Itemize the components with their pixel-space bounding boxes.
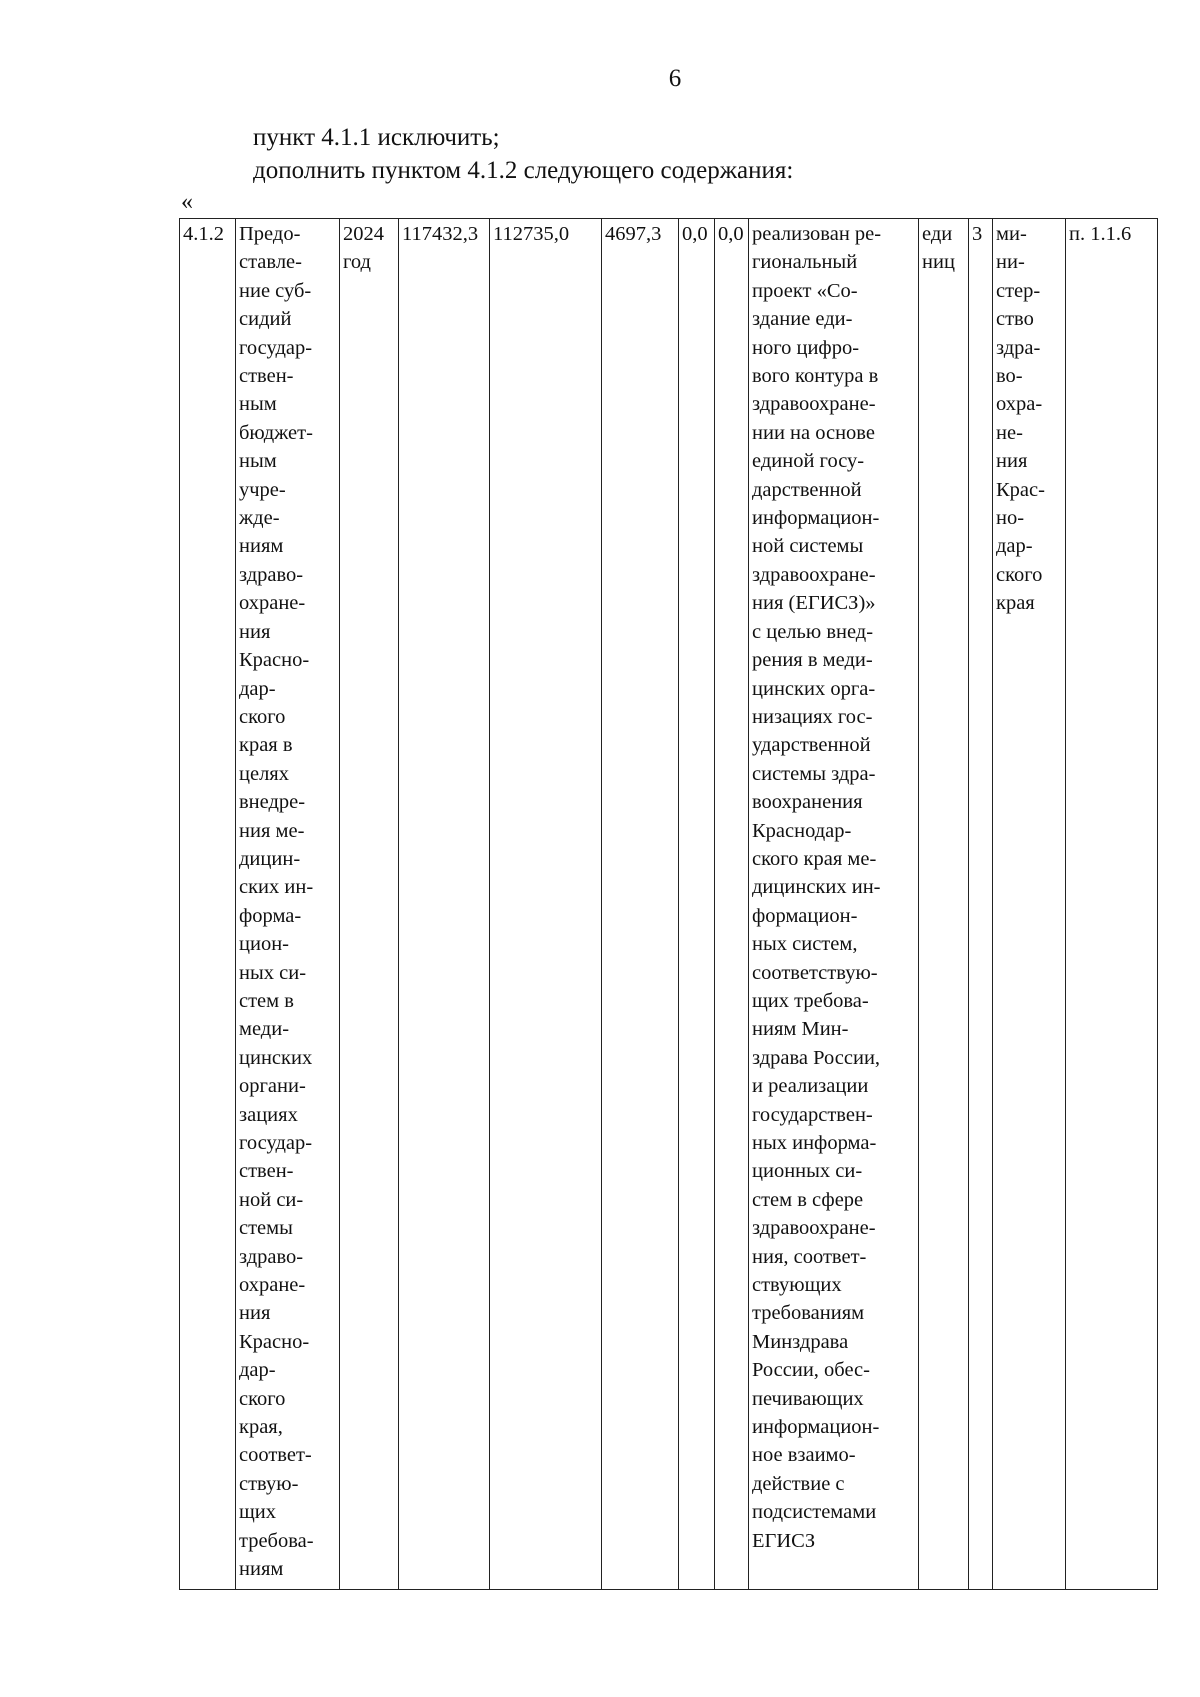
year-cell: 2024 год — [340, 219, 399, 1590]
reference-cell: п. 1.1.6 — [1066, 219, 1158, 1590]
federal-budget-cell: 112735,0 — [490, 219, 602, 1590]
other-sources-cell: 0,0 — [715, 219, 749, 1590]
amendment-table-container — [179, 218, 1157, 1590]
instruction-exclude-line: пункт 4.1.1 исключить; — [253, 124, 500, 151]
instruction-add-line: дополнить пунктом 4.1.2 следующего содержания: — [253, 157, 794, 184]
amendment-instructions — [253, 121, 793, 187]
table-row — [180, 219, 1158, 1590]
regional-budget-cell: 4697,3 — [602, 219, 679, 1590]
page-number: 6 — [668, 65, 682, 92]
opening-quote-mark: « — [181, 189, 193, 215]
measure-name-cell: Предо- ставле- ние суб- сидий государ- ствен- ным бюджет- ным учре- жде- ниям здраво- охране- ния Красно- дар- ского края в целях внедре- ния ме- дицин- ских ин- форма- цион- ных си- стем в меди- цинских органи- зациях государ- ствен- ной си- стемы здраво- охране- ния Красно- дар- ского края, соответ- ствую- щих требова- ниям — [236, 219, 340, 1590]
value-cell: 3 — [969, 219, 993, 1590]
unit-cell: еди ниц — [919, 219, 969, 1590]
item-number-cell: 4.1.2 — [180, 219, 236, 1590]
amendment-table — [179, 218, 1158, 1590]
local-budget-cell: 0,0 — [679, 219, 715, 1590]
total-amount-cell: 117432,3 — [399, 219, 490, 1590]
result-description-cell: реализован ре- гиональный проект «Со- здание еди- ного цифро- вого контура в здравоохране- нии на основе единой госу- дарственной информацион- ной системы здравоохране- ния (ЕГИСЗ)» с целью внед- рения в меди- цинских орга- низациях гос- ударственной системы здра- воохранения Краснодар- ского края ме- дицинских ин- формацион- ных систем, соответствую- щих требова- ниям Мин- здрава России, и реализации государствен- ных информа- ционных си- стем в сфере здравоохране- ния, соответ- ствующих требованиям Минздрава России, обес- печивающих информацион- ное взаимо- действие с подсистемами ЕГИСЗ — [749, 219, 919, 1590]
executor-cell: ми- ни- стер- ство здра- во- охра- не- ния Крас- но- дар- ского края — [993, 219, 1066, 1590]
